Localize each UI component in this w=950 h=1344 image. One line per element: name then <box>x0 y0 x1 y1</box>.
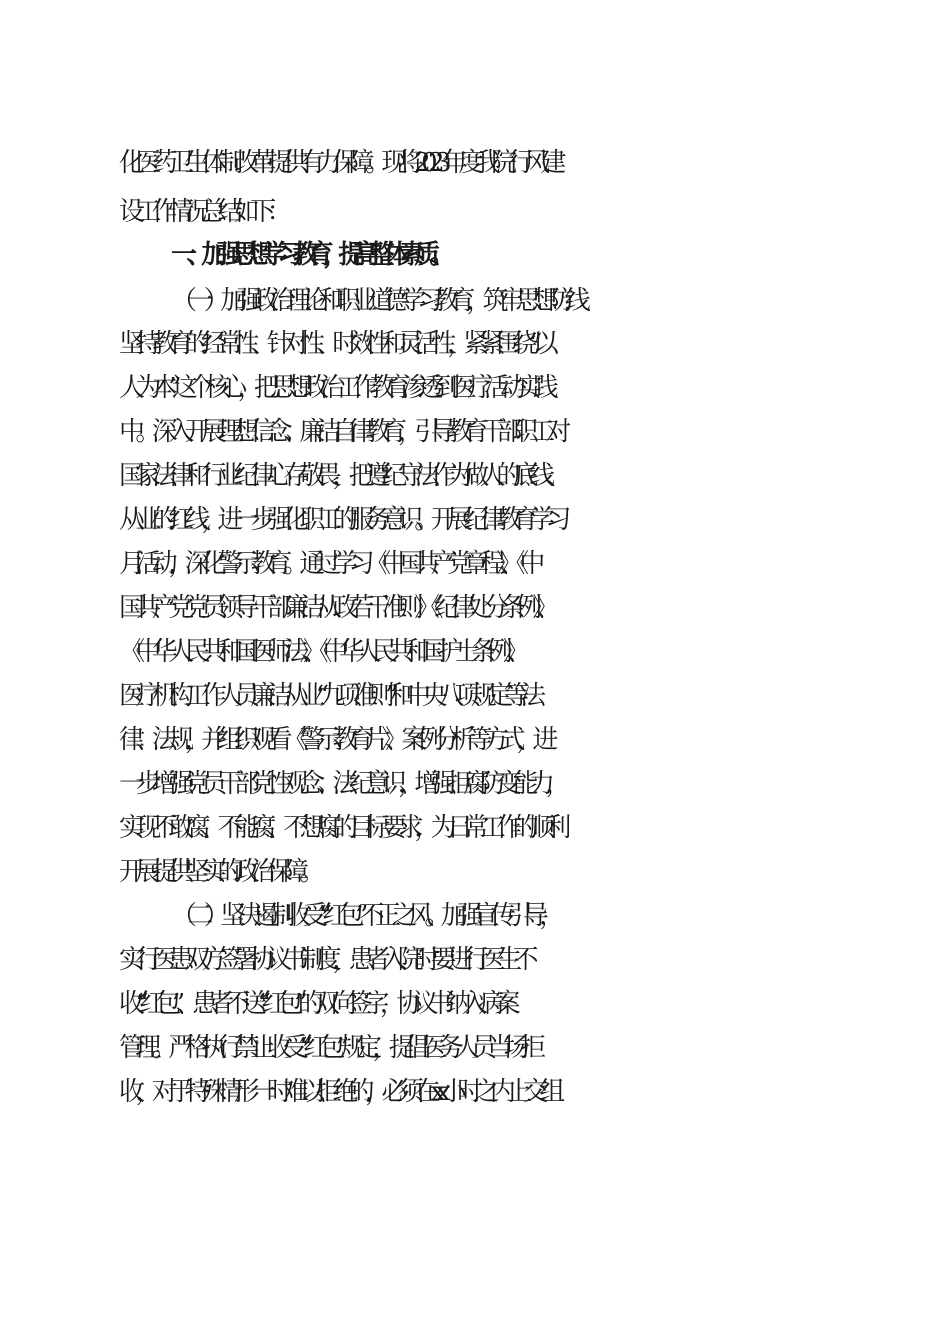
text-line: 收“红包”、患者不送“红包”的双向签字，协议书纳入病案 <box>119 989 511 1019</box>
text-line: 实行医患双方签署协议书制度，患者入院时要进行医生不 <box>119 945 530 975</box>
subsection-heading: （二）坚决遏制收受“红包”不正之风。加强宣传引导， <box>171 901 556 931</box>
text-line: 坚持教育的经常性、针对性、时效性和灵活性，紧紧围绕“以 <box>119 329 550 359</box>
text-line: 化医药卫生体制改革提供有力保障。现将2023年度我院行风建 <box>119 148 557 178</box>
text-line: 管理。严格执行禁止收受“红包”规定，提倡医务人员当场拒 <box>119 1033 537 1063</box>
text-line: 国共产党党员领导干部廉洁从政若干准则》《纪律处分条例》、 <box>119 593 553 623</box>
section-heading: 一、加强思想学习教育，提高整体素质。 <box>171 240 445 270</box>
text-line: 国家法律和行业纪律心存敬畏，把遵纪守法作为做人的底线、 <box>119 461 562 491</box>
text-line: 《中华人民共和国医师法》、《中华人民共和国护士条例》、 <box>119 637 523 667</box>
text-line: 设工作情况总结如下： <box>119 197 284 227</box>
text-line: 律、法规，并组织观看《警示教育片》、案例分析等方式，进 <box>119 725 549 755</box>
text-line: 一步增强党员干部党性观念、法纪意识，增强拒腐防变能力， <box>119 769 562 799</box>
text-line: 从业的红线，进一步强化职工的服务意识。开展纪律教育学习 <box>119 505 562 535</box>
text-line: 收，对于特殊情形一时难以拒绝的，必须在xx小时之内上交组 <box>119 1077 556 1107</box>
text-line: 实现不敢腐、不能腐、不想腐的目标要求，为日常工作的顺利 <box>119 813 562 843</box>
text-line: 医疗机构工作人员廉洁从业“九项准则”和中央八项规定等法 <box>119 681 537 711</box>
text-line: 开展提供坚实的政治保障。 <box>119 857 316 887</box>
subsection-heading: （一）加强政治理论和职业道德学习教育，筑牢思想防线 <box>171 286 582 316</box>
text-line: 人为本”这个核心，把思想政治工作教育渗透到医疗活动实践 <box>119 373 550 403</box>
text-line: 中。深入开展理想信念、廉洁自律教育，引导教育干部职工对 <box>119 417 562 447</box>
text-line: 月活动，深化警示教育。通过学习《中国共产党章程》、《中 <box>119 549 536 579</box>
